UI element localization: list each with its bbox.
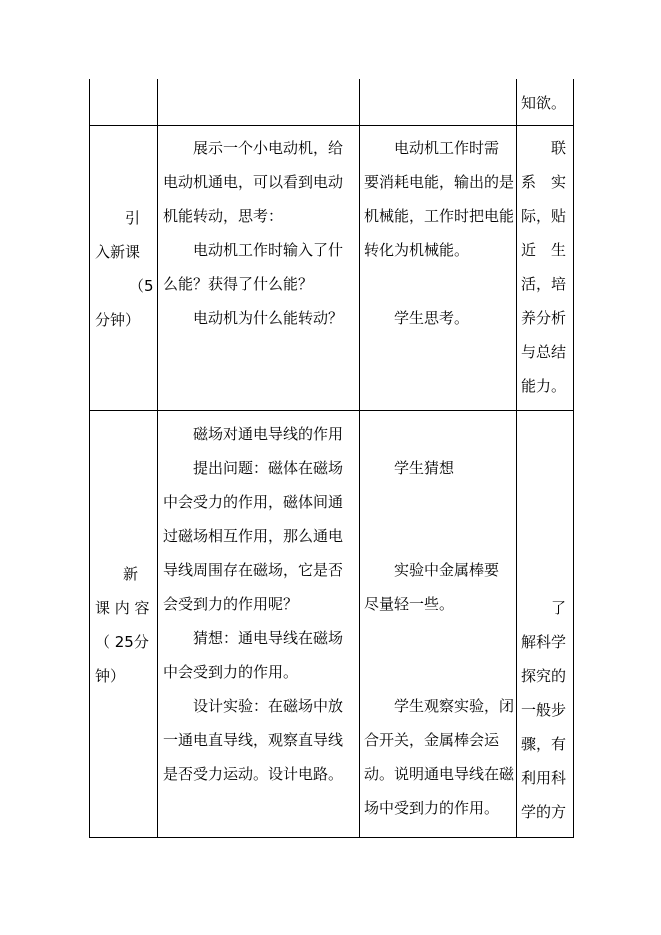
row3-teacher-activity-cell	[163, 417, 343, 791]
text-line: 课 内 容	[95, 599, 150, 617]
text-line: 动。说明通电导线在磁	[364, 765, 515, 783]
text-line: 电动机通电，可以看到电动	[163, 173, 344, 191]
text-line: 中会受到力的作用。	[163, 663, 299, 681]
text-line: （5	[129, 277, 154, 295]
text-line: 解科学	[521, 633, 567, 651]
text-line: 导线周围存在磁场，它是否	[163, 561, 344, 579]
text-line: 电动机工作时输入了什	[193, 241, 344, 259]
text-line: 分钟）	[95, 311, 141, 329]
text-line: 知欲。	[521, 94, 567, 112]
text-line: 入新课	[95, 243, 141, 261]
row2-stage-cell	[95, 201, 154, 337]
text-line: 机械能，工作时把电能	[364, 207, 515, 225]
text-line: 一般步	[521, 701, 567, 719]
row1-col4-cell	[521, 86, 566, 120]
text-line: 要消耗电能，输出的是	[364, 173, 515, 191]
text-line: 学生猜想	[394, 459, 455, 477]
table-border-bottom	[89, 837, 574, 838]
text-line: 设计实验：在磁场中放	[193, 697, 344, 715]
text-line: 展示一个小电动机，给	[193, 139, 344, 157]
text-line: 么能？获得了什么能？	[163, 275, 314, 293]
column-divider-1	[157, 79, 158, 838]
row2-intent-cell	[521, 131, 566, 403]
text-line: 磁场对通电导线的作用	[193, 425, 344, 443]
text-line: 骤，有	[521, 735, 567, 753]
text-line: 了	[551, 599, 567, 617]
text-line: 是否受力运动。设计电路。	[163, 765, 344, 783]
table-border-right	[573, 79, 574, 838]
row2-teacher-activity-cell	[163, 131, 343, 335]
text-line: 与总结	[521, 343, 567, 361]
text-line: 引	[125, 209, 141, 227]
text-line: 一通电直导线，观察直导线	[163, 731, 344, 749]
text-line: 电动机工作时需	[394, 139, 500, 157]
text-line: 场中受到力的作用。	[364, 799, 500, 817]
text-line: 转化为机械能。	[364, 241, 470, 259]
table-border-left	[89, 79, 90, 838]
text-line: 电动机为什么能转动？	[193, 309, 344, 327]
text-line: 猜想：通电导线在磁场	[193, 629, 344, 647]
row3-student-activity-cell	[364, 451, 514, 825]
text-line: 利用科	[521, 769, 567, 787]
text-line: 新	[123, 565, 139, 583]
row3-stage-cell	[95, 557, 150, 693]
text-line: 钟）	[95, 667, 126, 685]
text-line: 中会受力的作用，磁体间通	[163, 493, 344, 511]
text-line: 养分析	[521, 309, 567, 327]
column-divider-2	[359, 79, 360, 838]
row-divider-1	[89, 125, 574, 126]
text-line: 近 生	[521, 241, 567, 259]
text-line: 能力。	[521, 377, 567, 395]
text-line: 提出问题：磁体在磁场	[193, 459, 344, 477]
text-line: 联	[551, 139, 567, 157]
row2-student-activity-cell	[364, 131, 514, 335]
text-line: 合开关，金属棒会运	[364, 731, 500, 749]
text-line: 际，贴	[521, 207, 567, 225]
row3-intent-cell	[521, 591, 566, 829]
row-divider-2	[89, 410, 574, 411]
text-line: （ 25分	[95, 633, 149, 651]
text-line: 过磁场相互作用，那么通电	[163, 527, 344, 545]
text-line: 系 实	[521, 173, 567, 191]
text-line: 学生思考。	[394, 309, 470, 327]
text-line: 机能转动，思考：	[163, 207, 284, 225]
text-line: 活，培	[521, 275, 567, 293]
text-line: 学生观察实验，闭	[394, 697, 515, 715]
text-line: 尽量轻一些。	[364, 595, 455, 613]
text-line: 学的方	[521, 803, 567, 821]
text-line: 会受到力的作用呢？	[163, 595, 299, 613]
column-divider-3	[516, 79, 517, 838]
text-line: 探究的	[521, 667, 567, 685]
text-line: 实验中金属棒要	[394, 561, 500, 579]
